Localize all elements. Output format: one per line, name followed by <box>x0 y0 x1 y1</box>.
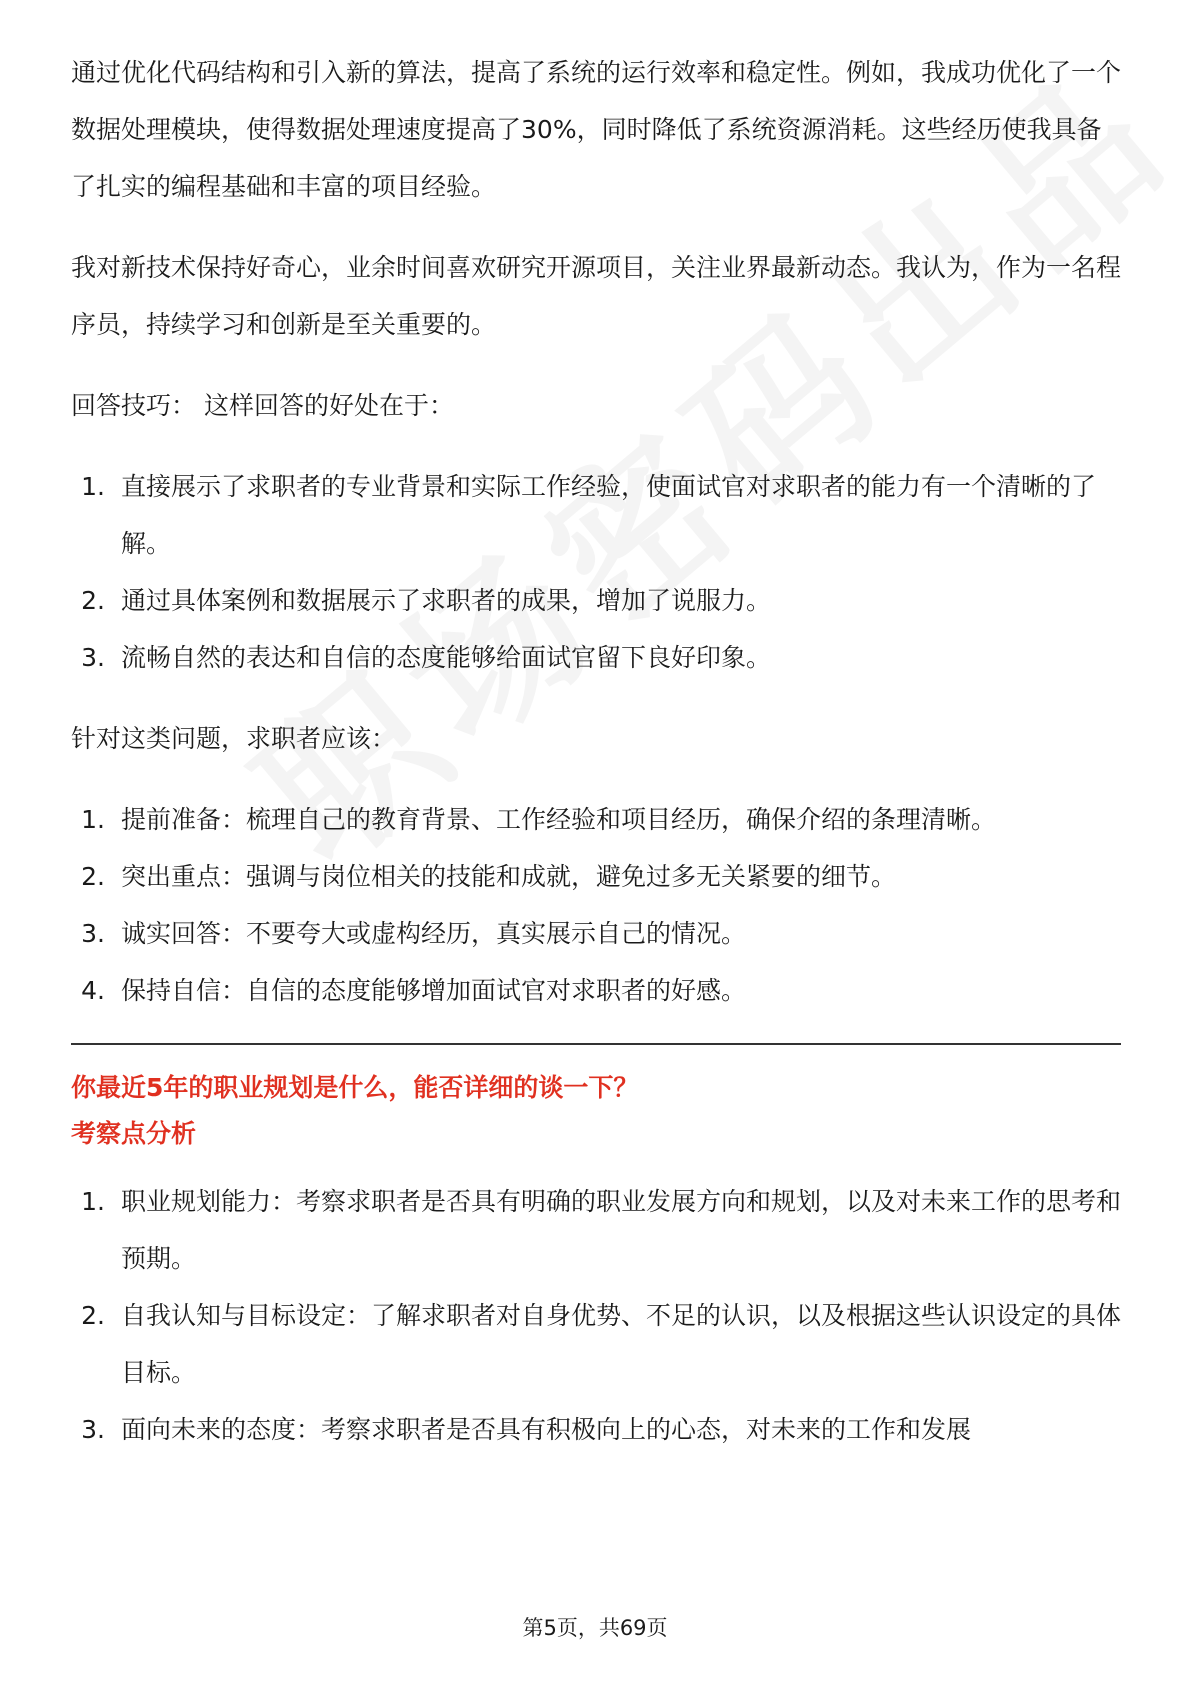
list-text: 流畅自然的表达和自信的态度能够给面试官留下良好印象。 <box>121 643 772 672</box>
list-item <box>71 848 1121 905</box>
list-number: 4. <box>81 976 105 1005</box>
paragraph-experience: 通过优化代码结构和引入新的算法，提高了系统的运行效率和稳定性。例如，我成功优化了一个数据处理模块，使得数据处理速度提高了30%，同时降低了系统资源消耗。这些经历使我具备了扎实的编程基础和丰富的项目经验。 <box>71 58 1122 201</box>
list-item <box>71 1401 1121 1458</box>
paragraph-advice-intro: 针对这类问题，求职者应该： <box>71 724 397 753</box>
paragraph-learning: 我对新技术保持好奇心，业余时间喜欢研究开源项目，关注业界最新动态。我认为，作为一名程序员，持续学习和创新是至关重要的。 <box>71 253 1122 339</box>
list-text: 直接展示了求职者的专业背景和实际工作经验，使面试官对求职者的能力有一个清晰的了解。 <box>121 472 1097 558</box>
tips-list <box>71 458 1121 686</box>
list-number: 3. <box>81 643 105 672</box>
list-item <box>71 572 1121 629</box>
list-item <box>71 962 1121 1019</box>
question-title: 你最近5年的职业规划是什么，能否详细的谈一下？ <box>71 1073 639 1102</box>
list-number: 1. <box>81 472 105 501</box>
list-text: 诚实回答：不要夸大或虚构经历，真实展示自己的情况。 <box>121 919 747 948</box>
list-number: 3. <box>81 919 105 948</box>
list-item <box>71 629 1121 686</box>
list-item <box>71 458 1121 572</box>
list-item <box>71 791 1121 848</box>
analysis-points-list <box>71 1173 1121 1458</box>
list-number: 1. <box>81 1187 105 1216</box>
analysis-heading: 考察点分析 <box>71 1119 197 1148</box>
paragraph-tips-intro: 回答技巧： 这样回答的好处在于： <box>71 391 454 420</box>
list-number: 2. <box>81 1301 105 1330</box>
list-item <box>71 1287 1121 1401</box>
list-text: 自我认知与目标设定：了解求职者对自身优势、不足的认识，以及根据这些认识设定的具体目标。 <box>121 1301 1122 1387</box>
list-number: 1. <box>81 805 105 834</box>
list-text: 保持自信：自信的态度能够增加面试官对求职者的好感。 <box>121 976 747 1005</box>
list-text: 通过具体案例和数据展示了求职者的成果，增加了说服力。 <box>121 586 772 615</box>
page-content <box>71 44 1121 1482</box>
advice-list <box>71 791 1121 1019</box>
list-text: 提前准备：梳理自己的教育背景、工作经验和项目经历，确保介绍的条理清晰。 <box>121 805 997 834</box>
list-text: 面向未来的态度：考察求职者是否具有积极向上的心态，对未来的工作和发展 <box>121 1415 972 1444</box>
list-text: 职业规划能力：考察求职者是否具有明确的职业发展方向和规划，以及对未来工作的思考和预期。 <box>121 1187 1122 1273</box>
page-footer: 第5页，共69页 <box>522 1616 668 1640</box>
list-text: 突出重点：强调与岗位相关的技能和成就，避免过多无关紧要的细节。 <box>121 862 897 891</box>
list-number: 2. <box>81 862 105 891</box>
list-number: 3. <box>81 1415 105 1444</box>
list-item <box>71 905 1121 962</box>
section-divider <box>71 1043 1121 1045</box>
list-item <box>71 1173 1121 1287</box>
list-number: 2. <box>81 586 105 615</box>
